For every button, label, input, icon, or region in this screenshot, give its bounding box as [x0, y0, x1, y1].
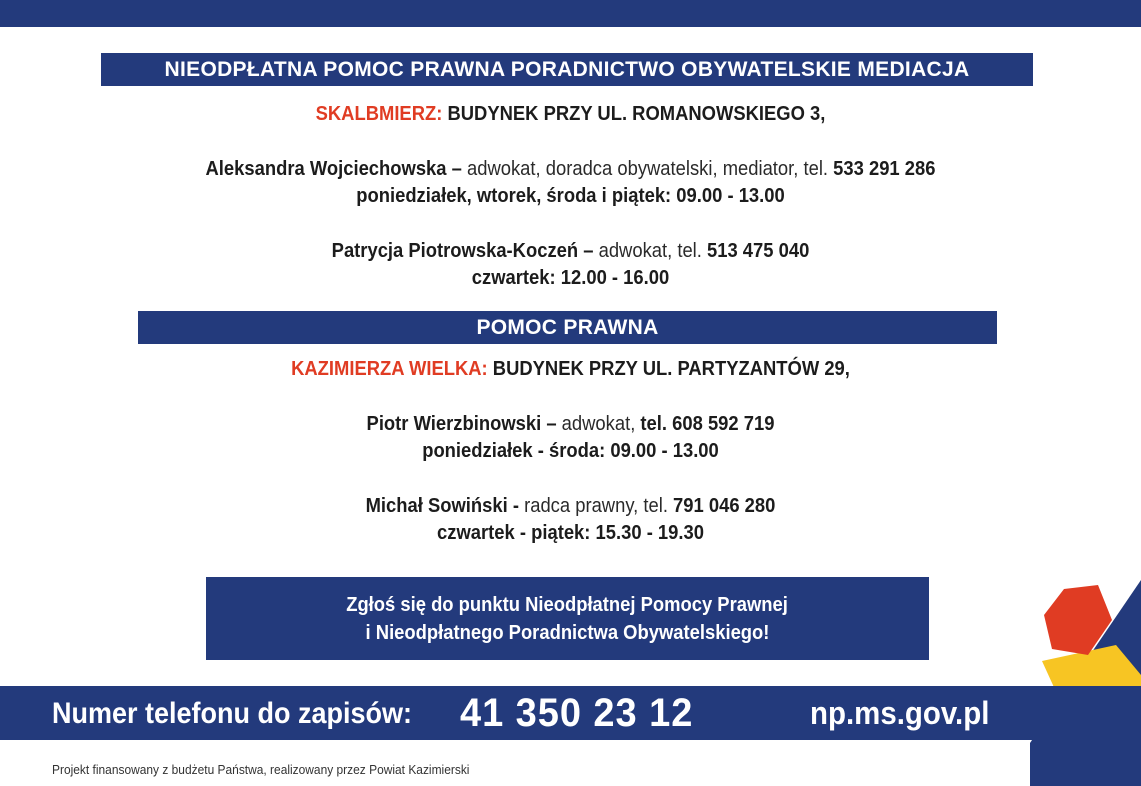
website-link[interactable]: np.ms.gov.pl [810, 695, 990, 731]
skalbmierz-street: BUDYNEK PRZY UL. ROMANOWSKIEGO 3, [442, 103, 826, 125]
kazimierza-city: KAZIMIERZA WIELKA: [291, 358, 488, 380]
person-role: adwokat, [556, 413, 636, 435]
person-hours: czwartek: 12.00 - 16.00 [471, 267, 670, 289]
phone-label: Numer telefonu do zapisów: [52, 697, 413, 730]
phone-number[interactable]: 41 350 23 12 [460, 691, 694, 735]
bottom-bar [0, 686, 1141, 740]
kazimierza-address [46, 355, 1096, 383]
cta-line-2: i Nieodpłatnego Poradnictwa Obywatelskiego! [365, 621, 770, 644]
person-line [46, 155, 1096, 183]
pomoc-banner: POMOC PRAWNA [138, 311, 997, 344]
person-hours: poniedziałek - środa: 09.00 - 13.00 [422, 440, 719, 462]
person-phone: 791 046 280 [667, 495, 776, 517]
person-line [46, 492, 1096, 520]
person-hours: czwartek - piątek: 15.30 - 19.30 [437, 522, 704, 544]
person-name: Aleksandra Wojciechowska – [205, 158, 462, 180]
person-role: adwokat, doradca obywatelski, mediator, tel. [461, 158, 829, 180]
main-banner: NIEODPŁATNA POMOC PRAWNA PORADNICTWO OBYWATELSKIE MEDIACJA [101, 53, 1033, 86]
person-role: adwokat, tel. [593, 240, 702, 262]
person-phone: 533 291 286 [828, 158, 936, 180]
top-bar [0, 0, 1141, 27]
kazimierza-street: BUDYNEK PRZY UL. PARTYZANTÓW 29, [487, 358, 850, 380]
person-role: radca prawny, tel. [518, 495, 668, 517]
person-line [46, 410, 1096, 438]
person-hours: poniedziałek, wtorek, środa i piątek: 09.00 - 13.00 [356, 185, 785, 207]
skalbmierz-address [46, 100, 1096, 128]
decorative-shapes [1030, 575, 1141, 786]
person-line [46, 237, 1096, 265]
person-phone: 513 475 040 [701, 240, 810, 262]
person-name: Piotr Wierzbinowski – [366, 413, 557, 435]
person-name: Patrycja Piotrowska-Koczeń – [331, 240, 594, 262]
person-phone: tel. 608 592 719 [635, 413, 775, 435]
skalbmierz-city: SKALBMIERZ: [315, 103, 443, 125]
footer-note: Projekt finansowany z budżetu Państwa, realizowany przez Powiat Kazimierski [52, 762, 470, 777]
person-name: Michał Sowiński - [365, 495, 519, 517]
call-to-action-box [206, 577, 929, 660]
cta-line-1: Zgłoś się do punktu Nieodpłatnej Pomocy Prawnej [346, 593, 789, 616]
